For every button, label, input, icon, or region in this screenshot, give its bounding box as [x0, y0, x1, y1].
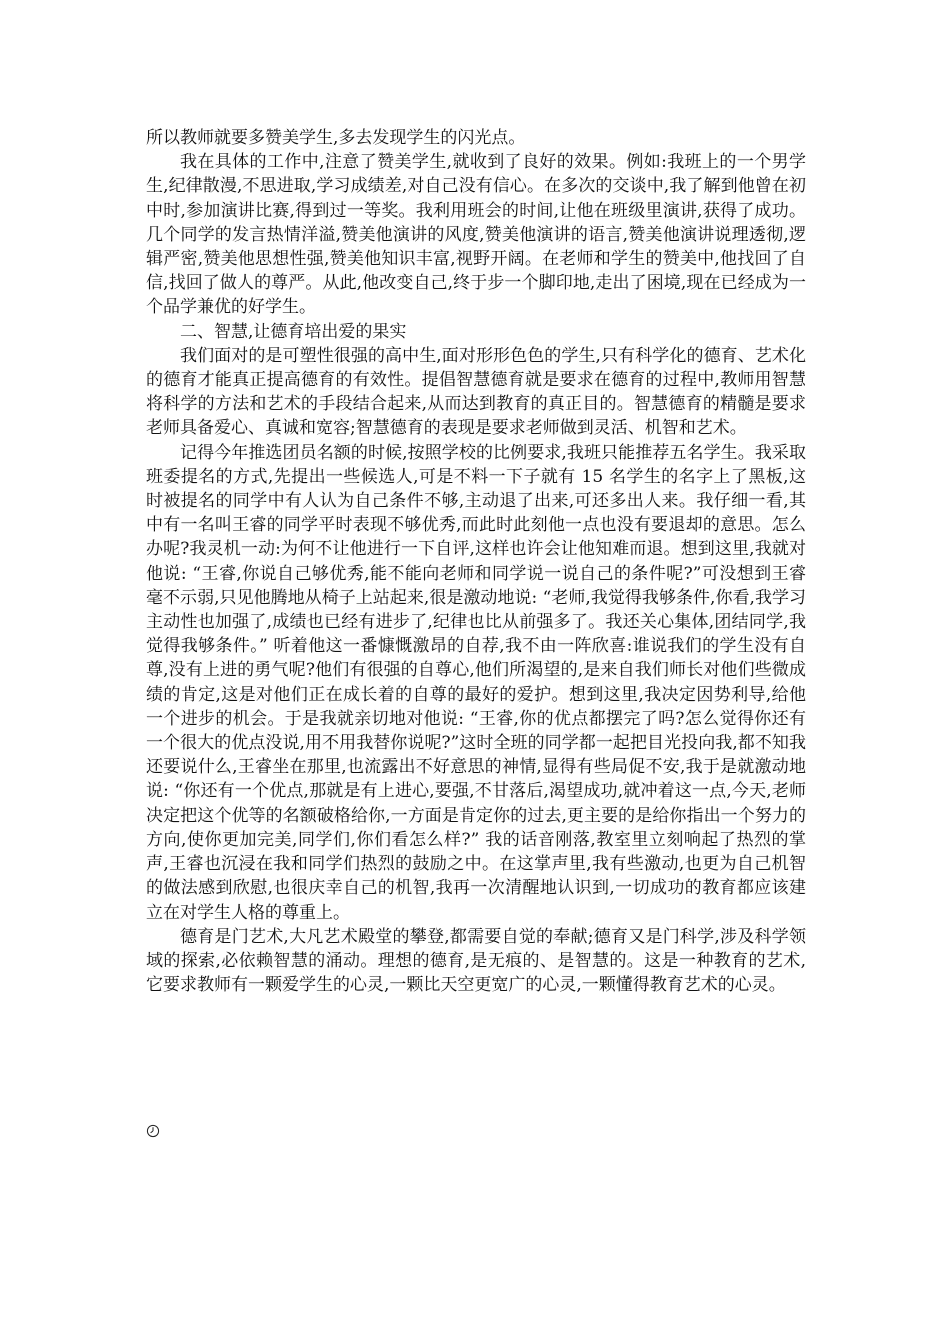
- document-body: [146, 126, 806, 997]
- paragraph-wisdom-education: 我们面对的是可塑性很强的高中生,面对形形色色的学生,只有科学化的德育、艺术化的德育才能真正提高德育的有效性。提倡智慧德育就是要求在德育的过程中,教师用智慧将科学的方法和艺术的手段结合起来,从而达到教育的真正目的。智慧德育的精髓是要求老师具备爱心、真诚和宽容;智慧德育的表现是要求老师做到灵活、机智和艺术。: [146, 345, 806, 439]
- section-heading: 二、智慧,让德育培出爱的果实: [180, 321, 407, 342]
- paragraph-praise-example: 我在具体的工作中,注意了赞美学生,就收到了良好的效果。例如:我班上的一个男学生,纪律散漫,不思进取,学习成绩差,对自己没有信心。在多次的交谈中,我了解到他曾在初中时,参加演讲比赛,得到过一等奖。我利用班会的时间,让他在班级里演讲,获得了成功。几个同学的发言热情洋溢,赞美他演讲的风度,赞美他演讲的语言,赞美他演讲说理透彻,逻辑严密,赞美他思想性强,赞美他知识丰富,视野开阔。在老师和学生的赞美中,他找回了自信,找回了做人的尊严。从此,他改变自己,终于步一个脚印地,走出了困境,现在已经成为一个品学兼优的好学生。: [146, 152, 806, 318]
- paragraph-league-member-story: 记得今年推选团员名额的时候,按照学校的比例要求,我班只能推荐五名学生。我采取班委提名的方式,先提出一些候选人,可是不料一下子就有 15 名学生的名字上了黑板,这时被提名的同学中有人认为自己条件不够,主动退了出来,可还多出人来。我仔细一看,其中有一名叫王睿的同学平时表现不够优秀,而此时此刻他一点也没有要退却的意思。怎么办呢?我灵机一动:为何不让他进行一下自评,这样也许会让他知难而退。想到这里,我就对他说: “王睿,你说自己够优秀,能不能向老师和同学说一说自己的条件呢?”可没想到王睿毫不示弱,只见他腾地从椅子上站起来,很是激动地说: “老师,我觉得我够条件,你看,我学习主动性也加强了,成绩也已经有进步了,纪律也比从前强多了。我还关心集体,团结同学,我觉得我够条件。” 听着他这一番慷慨激昂的自荐,我不由一阵欣喜:谁说我们的学生没有自尊,没有上进的勇气呢?他们有很强的自尊心,他们所渴望的,是来自我们师长对他们些微成绩的肯定,这是对他们正在成长着的自尊的最好的爱护。想到这里,我决定因势利导,给他一个进步的机会。于是我就亲切地对他说: “王睿,你的优点都摆完了吗?怎么觉得你还有一个很大的优点没说,用不用我替你说呢?”这时全班的同学都一起把目光投向我,都不知我还要说什么,王睿坐在那里,也流露出不好意思的神情,显得有些局促不安,我于是就激动地说: “你还有一个优点,那就是有上进心,要强,不甘落后,渴望成功,就冲着这一点,今天,老师决定把这个优等的名额破格给你,一方面是肯定你的过去,更主要的是给你指出一个努力的方向,使你更加完美,同学们,你们看怎么样?” 我的话音刚落,教室里立刻响起了热烈的掌声,王睿也沉浸在我和同学们热烈的鼓励之中。在这掌声里,我有些激动,也更为自己机智的做法感到欣慰,也很庆幸自己的机智,我再一次清醒地认识到,一切成功的教育都应该建立在对学生人格的尊重上。: [146, 442, 806, 923]
- paragraph-conclusion: 德育是门艺术,大凡艺术殿堂的攀登,都需要自觉的奉献;德育又是门科学,涉及科学领域的探索,必依赖智慧的涌动。理想的德育,是无痕的、是智慧的。这是一种教育的艺术,它要求教师有一颗爱学生的心灵,一颗比天空更宽广的心灵,一颗懂得教育艺术的心灵。: [146, 926, 806, 996]
- clock-icon: [146, 1124, 160, 1138]
- paragraph-continuation: 所以教师就要多赞美学生,多去发现学生的闪光点。: [146, 128, 526, 148]
